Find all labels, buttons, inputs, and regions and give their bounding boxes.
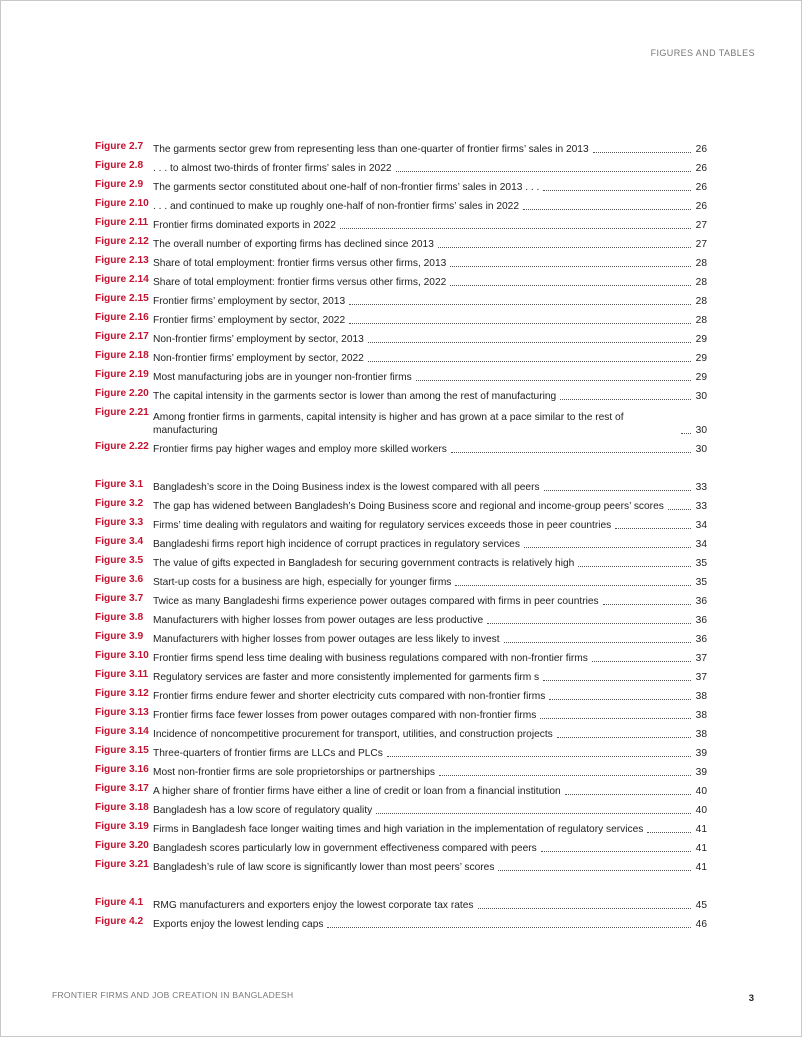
figure-title: Share of total employment: frontier firms versus other firms, 2022 [153, 277, 447, 288]
dot-leader [451, 452, 691, 453]
dot-leader [560, 399, 691, 400]
figure-title: Frontier firms pay higher wages and employ more skilled workers [153, 444, 447, 455]
figure-title-wrap [153, 181, 691, 194]
figure-title: The value of gifts expected in Bangladesh for securing government contracts is relatively high [153, 558, 575, 569]
figure-page-number: 40 [695, 786, 707, 797]
figure-page-number: 41 [695, 824, 707, 835]
figure-label: Figure 3.17 [95, 783, 149, 794]
figure-page-number: 34 [695, 520, 707, 531]
figure-page-number: 26 [695, 144, 707, 155]
figure-title: The garments sector constituted about one-half of non-frontier firms’ sales in 2013 . . . [153, 182, 540, 193]
toc-entry[interactable] [95, 289, 707, 308]
figure-title-wrap [153, 295, 691, 308]
figure-label: Figure 2.13 [95, 255, 149, 266]
figure-page-number: 35 [695, 558, 707, 569]
figure-page-number: 30 [695, 444, 707, 455]
toc-entry[interactable] [95, 570, 707, 589]
dot-leader [668, 509, 691, 510]
figure-group [95, 893, 707, 931]
toc-entry[interactable] [95, 194, 707, 213]
figure-title: Frontier firms spend less time dealing with business regulations compared with non-frontier firms [153, 653, 588, 664]
figure-label: Figure 4.1 [95, 897, 144, 908]
figure-title-wrap [153, 238, 691, 251]
figure-label: Figure 2.20 [95, 388, 149, 399]
toc-entry[interactable] [95, 327, 707, 346]
figure-label: Figure 2.9 [95, 179, 144, 190]
figure-title-wrap [153, 785, 691, 798]
figure-title: The overall number of exporting firms has declined since 2013 [153, 239, 434, 250]
dot-leader [593, 152, 691, 153]
figure-label: Figure 3.18 [95, 802, 149, 813]
figure-label: Figure 2.22 [95, 441, 149, 452]
figure-title: The capital intensity in the garments sector is lower than among the rest of manufacturing [153, 391, 557, 402]
figure-title: Three-quarters of frontier firms are LLCs and PLCs [153, 748, 383, 759]
figure-label: Figure 3.8 [95, 612, 144, 623]
toc-entry[interactable] [95, 175, 707, 194]
figure-label: Figure 2.15 [95, 293, 149, 304]
figure-label: Figure 2.18 [95, 350, 149, 361]
toc-entry[interactable] [95, 213, 707, 232]
figure-title: . . . and continued to make up roughly one-half of non-frontier firms’ sales in 2022 [153, 201, 520, 212]
figure-label: Figure 2.12 [95, 236, 149, 247]
figure-title: Share of total employment: frontier firms versus other firms, 2013 [153, 258, 447, 269]
dot-leader [498, 870, 691, 871]
toc-entry[interactable] [95, 779, 707, 798]
dot-leader [450, 285, 691, 286]
figure-label: Figure 3.13 [95, 707, 149, 718]
figure-title: The gap has widened between Bangladesh’s Doing Business score and regional and income-group peers’ scores [153, 501, 664, 512]
dot-leader [387, 756, 691, 757]
figure-title-wrap [153, 614, 691, 627]
toc-entry[interactable] [95, 608, 707, 627]
running-head: FIGURES AND TABLES [650, 48, 755, 58]
figure-page-number: 29 [695, 334, 707, 345]
dot-leader [603, 604, 691, 605]
figure-page-number: 37 [695, 672, 707, 683]
dot-leader [438, 247, 691, 248]
figure-page-number: 36 [695, 596, 707, 607]
figure-label: Figure 3.5 [95, 555, 144, 566]
figure-title-wrap [153, 842, 691, 855]
figure-title: Start-up costs for a business are high, especially for younger firms [153, 577, 452, 588]
figure-title-wrap [153, 595, 691, 608]
figure-label: Figure 2.11 [95, 217, 149, 228]
dot-leader [541, 851, 691, 852]
figure-title-wrap [153, 443, 691, 456]
figure-title: Bangladesh has a low score of regulatory quality [153, 805, 373, 816]
figure-label: Figure 3.1 [95, 479, 144, 490]
dot-leader [340, 228, 691, 229]
figure-label: Figure 3.10 [95, 650, 149, 661]
figure-label: Figure 3.14 [95, 726, 149, 737]
toc-entry[interactable] [95, 532, 707, 551]
dot-leader [376, 813, 691, 814]
figure-page-number: 38 [695, 729, 707, 740]
figure-label: Figure 3.4 [95, 536, 144, 547]
toc-entry[interactable] [95, 912, 707, 931]
figure-page-number: 29 [695, 372, 707, 383]
toc-entry[interactable] [95, 741, 707, 760]
dot-leader [557, 737, 691, 738]
figure-page-number: 28 [695, 296, 707, 307]
dot-leader [439, 775, 691, 776]
dot-leader [565, 794, 691, 795]
figure-page-number: 38 [695, 710, 707, 721]
figure-label: Figure 3.15 [95, 745, 149, 756]
figure-label: Figure 3.6 [95, 574, 144, 585]
figure-page-number: 26 [695, 182, 707, 193]
dot-leader [504, 642, 691, 643]
dot-leader [540, 718, 691, 719]
dot-leader [523, 209, 691, 210]
figure-title-wrap [153, 557, 691, 570]
figure-list [95, 137, 707, 950]
figure-title-wrap [153, 690, 691, 703]
figure-label: Figure 3.7 [95, 593, 144, 604]
figure-title-wrap [153, 899, 691, 912]
figure-title: Bangladesh’s score in the Doing Business index is the lowest compared with all peers [153, 482, 540, 493]
figure-title: Firms’ time dealing with regulators and waiting for regulatory services exceeds those in peer countries [153, 520, 612, 531]
figure-title-wrap [153, 823, 691, 836]
figure-page-number: 46 [695, 919, 707, 930]
toc-entry[interactable] [95, 551, 707, 570]
figure-title-wrap [153, 200, 691, 213]
toc-entry[interactable] [95, 817, 707, 836]
dot-leader [478, 908, 692, 909]
figure-title: Bangladesh’s rule of law score is significantly lower than most peers’ scores [153, 862, 495, 873]
figure-title-wrap [153, 652, 691, 665]
figure-label: Figure 3.2 [95, 498, 144, 509]
figure-label: Figure 3.3 [95, 517, 144, 528]
toc-entry[interactable] [95, 589, 707, 608]
toc-entry[interactable] [95, 760, 707, 779]
toc-entry[interactable] [95, 722, 707, 741]
figure-page-number: 41 [695, 862, 707, 873]
figure-page-number: 40 [695, 805, 707, 816]
figure-title-wrap [153, 500, 691, 513]
figure-title-wrap [153, 633, 691, 646]
toc-entry[interactable] [95, 308, 707, 327]
figure-page-number: 34 [695, 539, 707, 550]
figure-page-number: 30 [695, 391, 707, 402]
figure-label: Figure 2.14 [95, 274, 149, 285]
toc-entry[interactable] [95, 475, 707, 494]
figure-title: . . . to almost two-thirds of fronter firms’ sales in 2022 [153, 163, 392, 174]
dot-leader [327, 927, 691, 928]
figure-label: Figure 3.11 [95, 669, 149, 680]
toc-entry[interactable] [95, 703, 707, 722]
toc-entry[interactable] [95, 494, 707, 513]
figure-title: Incidence of noncompetitive procurement for transport, utilities, and construction projects [153, 729, 553, 740]
figure-title-wrap [153, 481, 691, 494]
footer-page-number: 3 [748, 993, 754, 1004]
figure-label: Figure 3.9 [95, 631, 144, 642]
figure-page-number: 36 [695, 634, 707, 645]
figure-page-number: 39 [695, 748, 707, 759]
figure-title-wrap [153, 371, 691, 384]
figure-title-wrap [153, 390, 691, 403]
figure-title: Frontier firms face fewer losses from power outages compared with non-frontier firms [153, 710, 537, 721]
figure-label: Figure 3.21 [95, 859, 149, 870]
toc-entry[interactable] [95, 437, 707, 456]
figure-label: Figure 2.17 [95, 331, 149, 342]
dot-leader [578, 566, 691, 567]
figure-page-number: 28 [695, 277, 707, 288]
figure-label: Figure 2.10 [95, 198, 149, 209]
dot-leader [681, 433, 691, 434]
figure-title-wrap [153, 576, 691, 589]
toc-entry[interactable] [95, 270, 707, 289]
figure-title: Frontier firms’ employment by sector, 2022 [153, 315, 346, 326]
figure-page-number: 39 [695, 767, 707, 778]
dot-leader [543, 680, 691, 681]
figure-title: Frontier firms dominated exports in 2022 [153, 220, 336, 231]
dot-leader [543, 190, 691, 191]
figure-label: Figure 2.19 [95, 369, 149, 380]
dot-leader [647, 832, 691, 833]
dot-leader [450, 266, 691, 267]
figure-group [95, 137, 707, 456]
footer-publication-title: FRONTIER FIRMS AND JOB CREATION IN BANGLADESH [52, 990, 294, 1000]
toc-entry[interactable] [95, 893, 707, 912]
figure-page-number: 35 [695, 577, 707, 588]
toc-entry[interactable] [95, 346, 707, 365]
figure-title: Regulatory services are faster and more consistently implemented for garments firm s [153, 672, 540, 683]
toc-entry[interactable] [95, 156, 707, 175]
dot-leader [368, 342, 691, 343]
dot-leader [592, 661, 691, 662]
toc-entry[interactable] [95, 836, 707, 855]
figure-title: Most manufacturing jobs are in younger non-frontier firms [153, 372, 412, 383]
figure-group [95, 475, 707, 874]
toc-entry[interactable] [95, 403, 707, 437]
figure-title-wrap [153, 411, 691, 437]
figure-page-number: 30 [695, 425, 707, 436]
toc-entry[interactable] [95, 384, 707, 403]
figure-title-wrap [153, 257, 691, 270]
toc-entry[interactable] [95, 684, 707, 703]
figure-page-number: 28 [695, 258, 707, 269]
figure-title: Frontier firms endure fewer and shorter electricity cuts compared with non-frontier firms [153, 691, 546, 702]
figure-page-number: 27 [695, 220, 707, 231]
figure-title: Frontier firms’ employment by sector, 2013 [153, 296, 346, 307]
figure-title: Bangladesh scores particularly low in government effectiveness compared with peers [153, 843, 537, 854]
dot-leader [549, 699, 691, 700]
figure-page-number: 41 [695, 843, 707, 854]
figure-title: Among frontier firms in garments, capital intensity is higher and has grown at a pace similar to the rest of manufacturing [153, 412, 624, 436]
figure-title-wrap [153, 671, 691, 684]
figure-page-number: 38 [695, 691, 707, 702]
figure-title-wrap [153, 276, 691, 289]
figure-title-wrap [153, 352, 691, 365]
toc-entry[interactable] [95, 798, 707, 817]
figure-page-number: 33 [695, 501, 707, 512]
figure-page-number: 33 [695, 482, 707, 493]
figure-title-wrap [153, 162, 691, 175]
figure-title: The garments sector grew from representing less than one-quarter of frontier firms’ sales in 2013 [153, 144, 589, 155]
toc-entry[interactable] [95, 855, 707, 874]
figure-title: RMG manufacturers and exporters enjoy the lowest corporate tax rates [153, 900, 474, 911]
figure-title: Non-frontier firms’ employment by sector, 2013 [153, 334, 364, 345]
figure-label: Figure 3.19 [95, 821, 149, 832]
figure-label: Figure 4.2 [95, 916, 144, 927]
figure-page-number: 27 [695, 239, 707, 250]
figure-title: Manufacturers with higher losses from power outages are less productive [153, 615, 484, 626]
figure-title-wrap [153, 143, 691, 156]
figure-title-wrap [153, 766, 691, 779]
figure-title-wrap [153, 519, 691, 532]
figure-label: Figure 3.20 [95, 840, 149, 851]
figure-label: Figure 2.16 [95, 312, 149, 323]
figure-title-wrap [153, 538, 691, 551]
figure-title-wrap [153, 728, 691, 741]
figure-page-number: 26 [695, 163, 707, 174]
figure-page-number: 28 [695, 315, 707, 326]
toc-entry[interactable] [95, 513, 707, 532]
figure-label: Figure 2.8 [95, 160, 144, 171]
dot-leader [544, 490, 691, 491]
figure-title-wrap [153, 709, 691, 722]
dot-leader [524, 547, 691, 548]
dot-leader [455, 585, 691, 586]
figure-title: Exports enjoy the lowest lending caps [153, 919, 324, 930]
toc-entry[interactable] [95, 665, 707, 684]
toc-entry[interactable] [95, 365, 707, 384]
dot-leader [416, 380, 691, 381]
figure-title: Non-frontier firms’ employment by sector, 2022 [153, 353, 364, 364]
dot-leader [349, 323, 691, 324]
toc-entry[interactable] [95, 627, 707, 646]
figure-page-number: 26 [695, 201, 707, 212]
figure-label: Figure 3.16 [95, 764, 149, 775]
figure-title-wrap [153, 804, 691, 817]
toc-entry[interactable] [95, 251, 707, 270]
figure-title-wrap [153, 918, 691, 931]
figure-label: Figure 2.7 [95, 141, 144, 152]
figure-title: Firms in Bangladesh face longer waiting times and high variation in the implementation of regulatory services [153, 824, 644, 835]
dot-leader [396, 171, 691, 172]
figure-page-number: 29 [695, 353, 707, 364]
dot-leader [615, 528, 691, 529]
toc-entry[interactable] [95, 137, 707, 156]
figure-title: Most non-frontier firms are sole proprietorships or partnerships [153, 767, 435, 778]
figure-title: A higher share of frontier firms have either a line of credit or loan from a financial institution [153, 786, 561, 797]
figure-title: Twice as many Bangladeshi firms experience power outages compared with firms in peer countries [153, 596, 599, 607]
dot-leader [368, 361, 691, 362]
figure-title-wrap [153, 747, 691, 760]
figure-page-number: 45 [695, 900, 707, 911]
figure-title: Bangladeshi firms report high incidence of corrupt practices in regulatory services [153, 539, 520, 550]
figure-title-wrap [153, 314, 691, 327]
figure-title-wrap [153, 333, 691, 346]
dot-leader [487, 623, 691, 624]
figure-title: Manufacturers with higher losses from power outages are less likely to invest [153, 634, 500, 645]
figure-title-wrap [153, 861, 691, 874]
figure-page-number: 36 [695, 615, 707, 626]
figure-page-number: 37 [695, 653, 707, 664]
figure-label: Figure 2.21 [95, 407, 149, 418]
figure-label: Figure 3.12 [95, 688, 149, 699]
dot-leader [349, 304, 691, 305]
toc-entry[interactable] [95, 646, 707, 665]
figure-title-wrap [153, 219, 691, 232]
toc-entry[interactable] [95, 232, 707, 251]
